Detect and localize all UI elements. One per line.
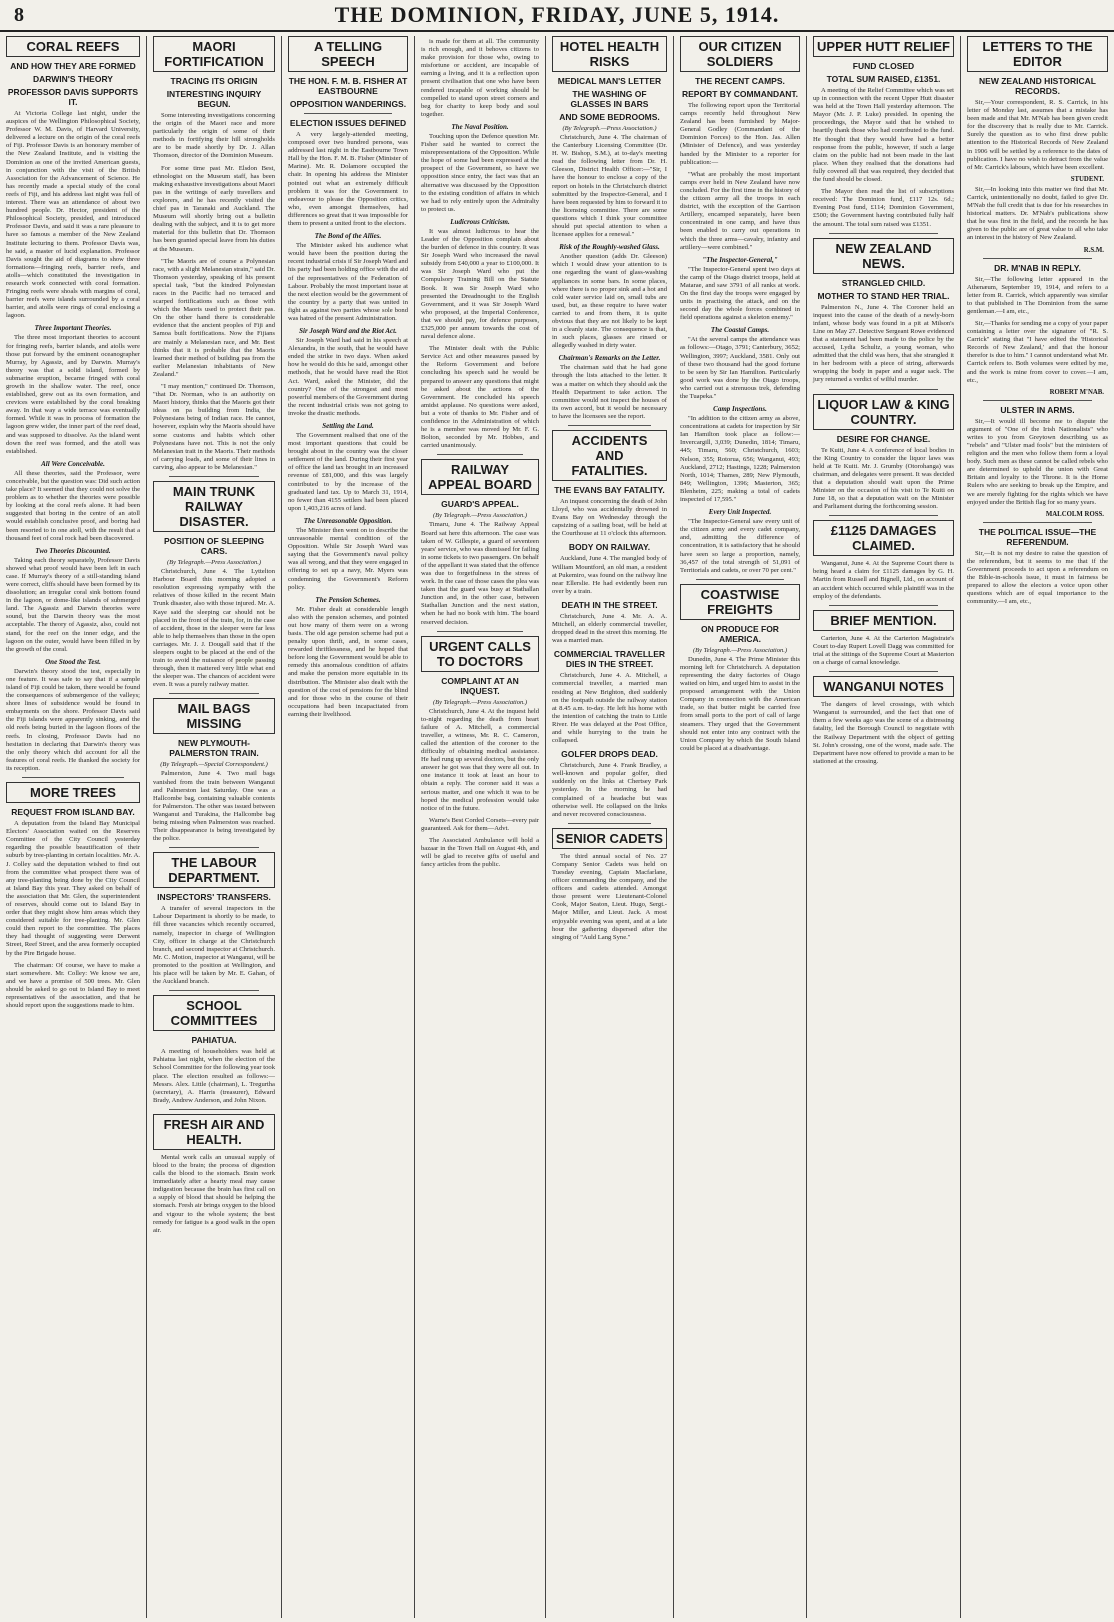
article-paragraph: Mental work calls an unusual supply of blood to the brain; the process of digestion calls the blood to the stomach. Brain work immediately after a hearty meal may cause indigestion because the brain has first call on a supply of blood that should be helping the stomach. Fresh air brings oxygen to the blood and vigour to the whole system; the best remedy for fatigue is a good walk in the open air. — [153, 1153, 275, 1234]
paragraph-heading: The Unreasonable Opposition. — [303, 516, 393, 525]
article-subheading: THE EVANS BAY FATALITY. — [554, 485, 665, 495]
article-subheading: MEDICAL MAN'S LETTER — [557, 76, 662, 86]
article-paragraph: Warne's Best Corded Corsets—every pair guaranteed. Ask for them—Advt. — [421, 816, 539, 832]
article-subheading: INTERESTING INQUIRY BEGUN. — [166, 89, 262, 109]
article-paragraph: Dunedin, June 4. The Prime Minister this morning left for Christchurch. A deputation representing the dairy factories of Otago waited on him, and urged him to assist in the proposed arrangement with the Union Company in connection with the American trade, so that butter might be carried free from small ports to the port of call of large steamers. They urged that the Government should not enter into any contract with the Union Company by which the South Island could be placed at a disadvantage. — [680, 655, 800, 752]
article-paragraph: "The Inspector-General spent two days at the camp of the Otago district troops, held at Matarae, and saw 3791 of all ranks at work. On the first day the troops were engaged by units in practising the attack, and on the second day the whole forces combined in field operations against a skeleton enemy." — [680, 265, 800, 322]
article-paragraph: Another question (adds Dr. Gleeson) which I would draw your attention to is one regarding the want of glass-washing appliances in some bars. In some places, where there is no proper sink and a hot and cold water service laid on, small tubs are used, but, as these require to have water carried to and from them, it is quite obvious that they are not likely to be kept in a cleanly state. The consequence is that, in such places, glasses are rinsed or allegedly washed in dirty water. — [552, 253, 667, 350]
article-paragraph: Te Kuiti, June 4. A conference of local bodies in the King Country to consider the liquor laws was held at Te Kuiti. Mr. J. Grumby (Otorohanga) was chairman, and delegates were present. It was decided that a deputation should wait upon the Prime Minister on the occasion of his visit to Te Kuiti on June 18, so that a deputation wait on the Minister and Parliament during the forthcoming session. — [813, 446, 954, 511]
article-paragraph: The Minister dealt with the Public Service Act and other measures passed by the Reform Government and before concluding his speech said he would be prepared to answer any questions that might be asked about the actions of the Government. He concluded his speech amidst applause. No questions were asked, but a vote of thanks to Mr. Fisher and of confidence in the Administration of which he is a member was moved by Mr. F. G. Bolton, seconded by Mr. Hobbes, and carried unanimously. — [421, 345, 539, 450]
article-paragraph: Sir,—Thanks for sending me a copy of your paper containing a letter over the signature of "R. S. Carrick" stating that "I have edited the 'Historical Records of New Zealand,' and that the honour therefor is due to him." I cannot understand what Mr. Carrick refers to. Both volumes were edited by me, and the work is mine from cover to cover.—I am, etc., — [967, 319, 1108, 384]
article-headline: MAIN TRUNK RAILWAY DISASTER. — [153, 481, 275, 532]
press-byline: (By Telegraph.—Press Association.) — [692, 646, 787, 654]
article-headline: A TELLING SPEECH — [288, 36, 408, 72]
article-headline: THE LABOUR DEPARTMENT. — [153, 852, 275, 888]
paragraph-heading: Ludicrous Criticism. — [450, 217, 510, 226]
article-paragraph: The Minister asked his audience what would have been the position during the recent industrial crisis if Sir Joseph Ward and his party had been holding office with the aid of the representatives of the Federation of Labour. Probably the most important issue at the next election would be the government of the country by a party that was united in fight as against two parties whose sole bond was hatred of the present Administration. — [288, 242, 408, 322]
article-headline: LETTERS TO THE EDITOR — [967, 36, 1108, 72]
press-byline: (By Telegraph.—Press Association.) — [166, 559, 261, 567]
paragraph-heading: The Pension Schemes. — [315, 595, 381, 604]
article-subheading: THE POLITICAL ISSUE—THE REFERENDUM. — [978, 526, 1097, 547]
column-3 — [281, 36, 414, 1618]
article-subheading: INSPECTORS' TRANSFERS. — [157, 892, 271, 903]
paragraph-heading: "The Inspector-General," — [702, 255, 778, 264]
section-divider — [983, 258, 1092, 259]
article-subheading: AND HOW THEY ARE FORMED — [10, 61, 136, 71]
article-headline: WANGANUI NOTES — [813, 676, 954, 697]
paragraph-heading: Chairman's Remarks on the Letter. — [558, 354, 661, 363]
letter-signature: ROBERT M'NAB. — [1049, 388, 1104, 396]
article-subheading: PAHIATUA. — [191, 1035, 237, 1046]
article-headline: BRIEF MENTION. — [813, 610, 954, 631]
article-subheading: THE RECENT CAMPS. — [695, 76, 785, 86]
letter-signature: R.S.M. — [1083, 246, 1104, 254]
newspaper-title: THE DOMINION, FRIDAY, JUNE 5, 1914. — [334, 2, 780, 27]
article-paragraph: "At the several camps the attendance was as follows:—Otago, 3791; Canterbury, 3652; Wellington, 3997; Auckland, 3581. Only out of these two thousand had the good fortune to be seen by Sir Ian Hamilton. Particularly good work was done by the Otago troops, who carried out a strenuous trek, defending the Tuapeka." — [680, 336, 800, 400]
article-subheading: THE WASHING OF GLASSES IN BARS — [570, 89, 649, 109]
article-headline: MORE TREES — [6, 782, 140, 803]
press-byline: (By Telegraph.—Press Association.) — [432, 698, 527, 706]
press-byline: (By Telegraph.—Press Association.) — [432, 512, 527, 520]
masthead — [0, 0, 1114, 32]
article-paragraph: Wanganui, June 4. At the Supreme Court there is being heard a claim for £1125 damages by G. H. Martin from Russell and Bignell, Ltd., on account of an accident which occurred while plaintiff was in the employ of the defendants. — [813, 560, 954, 600]
article-headline: URGENT CALLS TO DOCTORS — [421, 636, 539, 672]
column-8 — [960, 36, 1114, 1618]
article-headline: RAILWAY APPEAL BOARD — [421, 459, 539, 495]
article-subheading: TRACING ITS ORIGIN — [170, 76, 258, 86]
article-paragraph: Christchurch, June 4. At the inquest held to-night regarding the death from heart failure of A. Mitchell, a commercial traveller, a witness, Mr. R. C. Cameron, called the attention of the coroner to the difficulty of obtaining medical assistance. He had rung up several doctors, but the only answer he got was that they were all out. In one instance it took at least an hour to obtain a reply. The coroner said it was a serious matter, and one which it was to be hoped the medical profession would take notice of in the future. — [421, 707, 539, 812]
article-paragraph: Sir,—Your correspondent, R. S. Carrick, in his letter of Monday last, assumes that a mistake has been made and that Mr. M'Nab has been given credit for the discovery that is really due to Mr. Carrick. Surely the question as to who first drew public attention to the Historical Records of New Zealand in 1906 will be settled by a reference to the dates of publication. I have no wish to detract from the value of Mr. Carrick's labours, which have been excellent. — [967, 99, 1108, 171]
paragraph-heading: Two Theories Discounted. — [35, 546, 111, 555]
article-paragraph: Timaru, June 4. The Railway Appeal Board sat here this afternoon. The case was taken of W. Gillespie, a guard of seventeen years' service, who was dismissed for failing in some tickets to two passengers. On behalf of the appellant it was stated that the offence was due to forgetfulness in the stress of work. In the case of those cases the plea was taken that the guard was busy at Stathallan Junction and, in the other case, between Stathallan Junction and the next station, when he had no book with him. The board reserved decision. — [421, 521, 539, 626]
article-paragraph: An inquest concerning the death of John Lloyd, who was accidentally drowned in Evans Bay on Wednesday through the capsizing of a sailing boat, will be held at the Courthouse at 11 o'clock this afternoon. — [552, 498, 667, 538]
article-subheading: DEATH IN THE STREET. — [561, 599, 658, 610]
article-paragraph: The chairman said that he had gone through the lists attached to the letter. It was a matter on which they should ask the Health Department to take action. The committee would not inspect the houses of its own accord, but it would be necessary to have the licensees see the report. — [552, 364, 667, 420]
article-paragraph: A transfer of several inspectors in the Labour Department is shortly to be made, to fill three vacancies which recently occurred, namely, inspector in charge of Wellington City, officer in charge at the Christchurch branch, and second inspector at Christchurch. Mr. C. Motion, inspector at Wanganui, will be promoted to the position at Wellington, and his place will be taken by Mr. E. Gahan, of the Auckland branch. — [153, 905, 275, 986]
column-4 — [414, 36, 545, 1618]
section-divider — [22, 777, 124, 778]
article-paragraph: Some interesting investigations concerning the origin of the Maori race and more particularly the origin of some of their methods in fortifying their hill strongholds are to be made shortly by Dr. J. Allan Thomson, director of the Dominion Museum. — [153, 112, 275, 160]
section-divider — [829, 671, 938, 672]
paragraph-heading: Three Important Theories. — [34, 324, 112, 333]
article-headline: SENIOR CADETS — [552, 828, 667, 849]
article-paragraph: Carterton, June 4. At the Carterton Magistrate's Court to-day Rupert Lovell Dagg was committed for trial at the sittings of the Supreme Court at Masterton on a charge of carnal knowledge. — [813, 634, 954, 667]
paragraph-heading: The Coastal Camps. — [710, 326, 770, 335]
article-paragraph: "In addition to the citizen army as above, concentrations at cadets for inspection by Sir Ian Hamilton took place as follow:—Invercargill, 3,039; Dunedin, 1814; Timaru, 445; Timaru, 560; Christchurch, 1603; Nelson, 355; Rotorua, 656; Wanganui, 493; Auckland, 2712; Hastings, 1228; Palmerston North, 1014; Thames, 289; New Plymouth, 849; Wellington, 1396; Masterton, 365; Blenheim, 225; making a total of cadets inspected of 17,595." — [680, 415, 800, 504]
section-divider — [983, 522, 1092, 523]
article-paragraph: The third annual social of No. 27 Company Senior Cadets was held on Tuesday evening, Captain Macfarlane, officer commanding the company, and the officers and cadets attended. Amongst those present were Lieutenant-Colonel Cook, Major Seaton, Lieut. Hugo, Sergt.-Major Miller, and Lieut. Jack. A most enjoyable evening was spent, and at a late hour the gathering dispersed after the singing of "Auld Lang Syne." — [552, 852, 667, 941]
article-headline: MAIL BAGS MISSING — [153, 698, 275, 734]
article-paragraph: Sir,—The following letter appeared in the Athenæum, September 19, 1914, and refers to a letter from R. Carrick, which apparently was similar to that published in The Dominion from the same gentleman.—I am, etc., — [967, 275, 1108, 315]
article-paragraph: Christchurch, June 4. Mr. A. A. Mitchell, an elderly commercial traveller, dropped dead in the street this morning. He was a married man. — [552, 612, 667, 645]
article-headline: CORAL REEFS — [6, 36, 140, 57]
article-paragraph: Christchurch, June 4. The chairman of the Canterbury Licensing Committee (Dr. H. W. Bishop, S.M.), at to-day's meeting read the following letter from Dr. H. Gleeson, District Health Officer:—"Sir, I have the honour to enclose a copy of the report on hotels in the Christchurch district submitted by the Inspector-General, and I have been requested by him to forward it to the licensing committee. There are some questions which I think your committee should put special attention to when a licensee applies for a renewal." — [552, 134, 667, 239]
paragraph-heading: The Bond of the Allies. — [314, 232, 382, 241]
article-subheading: PROFESSOR DAVIS SUPPORTS IT. — [7, 87, 139, 107]
article-paragraph: "I may mention," continued Dr. Thomson, "that Dr. Norman, who is an authority on Maori history, thinks that the Maoris got their ideas on pa building from India, the Polynesians being of Indian race. He cannot, however, explain why the Maoris should have some customs and habits which other Polynesians have not. This is not the only Melanesian trait in the Maoris. Their methods of carrying loads, and some of their lines in carving, also appear to be Melanesian." — [153, 383, 275, 471]
section-divider — [696, 579, 784, 580]
article-subheading: TOTAL SUM RAISED, £1351. — [826, 74, 941, 84]
article-subheading: COMMERCIAL TRAVELLER DIES IN THE STREET. — [553, 649, 666, 670]
section-divider — [568, 823, 651, 824]
page-number: 8 — [14, 4, 24, 26]
section-divider — [437, 454, 523, 455]
article-headline: SCHOOL COMMITTEES — [153, 995, 275, 1031]
paragraph-heading: Settling the Land. — [322, 422, 374, 430]
article-paragraph: All these theories, said the Professor, were conceivable, but the question was: Did such action take place? It seemed that they could not solve the problem as to whether the theories were possible by looking at the coral reefs alone. It had been suggested that boring in the centre of an atoll would establish conclusive proof, and boring had been resorted to in one atoll, with the result that a thousand feet of coral rock had been discovered. — [6, 469, 140, 542]
press-byline: (By Telegraph.—Special Correspondent.) — [160, 761, 268, 769]
paragraph-heading: Risk of the Roughly-washed Glass. — [559, 243, 660, 252]
column-7 — [806, 36, 960, 1618]
article-paragraph: The following report upon the Territorial camps recently held throughout New Zealand has been furnished by Major-General Godley (Commandant of the Dominion Forces) to the Hon. Jas. Allen (Minister of Defence), and was yesterday handed by the Minister to a reporter for publication:— — [680, 102, 800, 166]
article-subheading: AND SOME BEDROOMS. — [559, 112, 660, 122]
article-subheading: BODY ON RAILWAY. — [568, 542, 651, 553]
article-paragraph: "What are probably the most important camps ever held in New Zealand have now concluded. For the first time in the history of the citizen army all the troops in each district, with the exception of the Garrison Artillery, encamped separately, have been concentrated in one camp, and have thus been enabled to carry out operations in which the three arms—cavalry, infantry and artillery—were combined." — [680, 170, 800, 251]
article-subheading: NEW PLYMOUTH-PALMERSTON TRAIN. — [169, 738, 259, 759]
column-5 — [545, 36, 673, 1618]
article-paragraph: The three most important theories to account for fringing reefs, barrier islands, and atolls were those put forward by the eminent oceanographer Murray, by Agassiz, and by Darwin. Murray's theory was that a solid island, formed by submarine eruption, became fringed with coral growth in the shallow water. The reef, once established, grew out as its own formation, and crevices were established by the coral breaking away. In that way a wide terrace was eventually formed. While it was in process of formation the lagoon grew wider, the inner part of the reef dead, and was supposed to dissolve. As the island went down the reef was formed, and the atoll was established. — [6, 334, 140, 455]
article-subheading: GOLFER DROPS DEAD. — [561, 749, 658, 760]
article-paragraph: "The Maoris are of course a Polynesian race, with a slight Melanesian strain," said Dr. Thomson yesterday, speaking of his present special task, "but the kindred Polynesian races in the Pacific had no terraced and scarped fortifications such as those with which the Maoris used to protect their pas. On the other hand there is considerable evidence that the ancient peoples of Fiji and Samoa built fortifications. Now the Fijians are mainly a Melanesian race, and Mr. Best thinks that it is probable that the Maoris learned their method of building pas from the earlier Melanesian inhabitants of New Zealand." — [153, 257, 275, 378]
article-subheading: ON PRODUCE FOR AMERICA. — [701, 623, 779, 644]
article-paragraph: Touching upon the Defence question Mr. Fisher said he wanted to correct the misrepresentations of the Opposition. While the hope of some had been expressed at the prospect of the Government, so have we opposition since entry, the fact was that an alternative was discussed by the Opposition to the existing condition of affairs in which we had to rely entirely upon the Admiralty to protect us. — [421, 132, 539, 213]
column-1 — [0, 36, 146, 1618]
article-paragraph: The Associated Ambulance will hold a bazaar in the Town Hall on August 4th, and will be glad to receive gifts of useful and fancy articles from the public. — [421, 837, 539, 869]
paragraph-heading: Camp Inspections. — [713, 405, 767, 414]
article-paragraph: Christchurch, June 4. A. Mitchell, a commercial traveller, a married man residing at New Brighton, died suddenly on the footpath outside the railway station at 8.45 a.m. to-day. He left his home with the intention of catching the train to Little River. He was delayed at the Post Office, and while hurrying to the train he collapsed. — [552, 672, 667, 745]
article-paragraph: The Mayor then read the list of subscriptions received: The Dominion fund, £117 12s. 6d.; Evening Post fund, £114; Dominion Government, £500; the Government having contributed fully half the amount. The total sum raised was £1351. — [813, 188, 954, 228]
paragraph-heading: One Stood the Test. — [45, 657, 101, 666]
article-paragraph: Palmerston, June 4. Two mail bags vanished from the train between Wanganui and Palmerston last Saturday. One was a Hallcombe bag, containing valuable contents for Palmerston. The other was issued between Wanganui and Turakina, the Hallcombe bag being missing when Palmerston was reached. Their disappearance is being investigated by the police. — [153, 770, 275, 843]
article-paragraph: Sir Joseph Ward had said in his speech at Alexandra, in the south, that he would have ended the strike in two days. When asked how he would do this he said, amongst other methods, that he would have read the Riot Act. Ward, asked the Minister, did the country? One of the strongest and most powerful members of the Government during the recent industrial crisis was not going to invoke the drastic methods. — [288, 337, 408, 417]
article-paragraph: Christchurch, June 4. The Lyttelton Harbour Board this morning adopted a resolution expressing sympathy with the relatives of those killed in the recent Main Trunk disaster, also with those injured. Mr. A. Kaye said the sleeping car should not be placed in the front of the train, for, in the case of accident, those in the sleeper were far less able to help themselves than those in the open carriages. Mr. J. J. Dougall said that if the sleepers ought to be placed at the end of the train to avoid the nuisance of people passing through, then it mattered very little what end the sleeper was. The chances of accident were even. It was a purely railway matter. — [153, 568, 275, 689]
article-paragraph: The Minister then went on to describe the unreasonable mental condition of the Opposition. While Sir Joseph Ward was saying that the Government's naval policy was all wrong, and that they were engaged in offering to set up a navy, Mr. Myers was condemning the Government's Reform policy. — [288, 526, 408, 591]
letter-signature: MALCOLM ROSS. — [1045, 510, 1104, 518]
article-paragraph: The chairman: Of course, we have to make a start somewhere. Mr. Colley: We know we are, and we have a promise of 500 trees. Mr. Glen should be asked to go out to Island Bay to meet representatives of the association, and that he should report upon the suggestions made to him. — [6, 961, 140, 1010]
article-paragraph: A meeting of the Relief Committee which was set up in connection with the recent Upper Hutt disaster was held at the Town Hall yesterday afternoon. The Mayor (Mr. J. P. Luke) presided. In opening the proceedings, the Mayor said that he wished to heartily thank those who had contributed to the fund. He thought that they would have had a better response from the public, however, if such a large claim on the public had not been made in the last place. When they realised that the donations had fully covered all that was required, they decided that the fund should be closed. — [813, 87, 954, 184]
press-byline: (By Telegraph.—Press Association.) — [562, 125, 657, 132]
column-6 — [673, 36, 806, 1618]
article-subheading: DARWIN'S THEORY — [33, 74, 113, 84]
article-subheading: NEW ZEALAND HISTORICAL RECORDS. — [979, 76, 1096, 96]
article-subheading: REPORT BY COMMANDANT. — [681, 89, 798, 99]
article-headline: LIQUOR LAW & KING COUNTRY. — [813, 394, 954, 430]
article-paragraph: For some time past Mr. Elsdon Best, ethnologist on the Museum staff, has been making exhaustive investigations about Maori pas in the writings of early travellers and explorers, and he has recently visited the chief pas in Taranaki and Auckland. The Museum will shortly bring out a bulletin dealing with the subject, and it is to get more material for this bulletin that Dr. Thomson has been granted special leave from his duties at the Museum. — [153, 164, 275, 253]
section-divider — [829, 605, 938, 606]
article-headline: FRESH AIR AND HEALTH. — [153, 1114, 275, 1150]
article-subheading: COMPLAINT AT AN INQUEST. — [441, 675, 519, 696]
article-headline: UPPER HUTT RELIEF — [813, 36, 954, 57]
article-paragraph: Sir,—In looking into this matter we find that Mr. Carrick, unintentionally no doubt, failed to give Dr. M'Nab the full credit that is due for his researches in historical matters. Dr. M'Nab's publications show that he was first in the field, and the records he has given to the public are of great value to all who take an interest in the history of New Zealand. — [967, 185, 1108, 242]
article-paragraph: is made for them at all. The community is rich enough, and it behoves citizens to make provision for those who, owing to misfortune or accident, are incapable of earning a living, and it is a reflection upon present civilisation that one who have been rendered incapable of working should be compelled to stand upon street corners and beg for charity to keep body and soul together. — [421, 38, 539, 118]
article-headline: ACCIDENTS AND FATALITIES. — [552, 430, 667, 481]
section-divider — [568, 425, 651, 426]
paragraph-heading: The Naval Position. — [451, 122, 509, 131]
article-paragraph: It was almost ludicrous to hear the Leader of the Opposition complain about the burden of defence in this country. It was Sir Joseph Ward who increased the naval subsidy from £40,000 a year to £100,000. It was Sir Joseph Ward who put the Compulsory Training Bill on the Statute Book. It was Sir Joseph Ward who presented the Dreadnought to the English Government, and it was Sir Joseph Ward who proposed, at the Imperial Conference, that we should pay, for defence purposes, £325,000 per annum towards the cost of naval defence alone. — [421, 227, 539, 341]
section-divider — [829, 233, 938, 234]
section-divider — [983, 400, 1092, 401]
section-divider — [829, 515, 938, 516]
article-subheading: ELECTION ISSUES DEFINED — [289, 118, 407, 128]
article-subheading: POSITION OF SLEEPING CARS. — [163, 536, 265, 557]
column-2 — [146, 36, 281, 1618]
section-divider — [169, 693, 259, 694]
article-subheading: DESIRE FOR CHANGE. — [836, 433, 931, 444]
article-paragraph: A very largely-attended meeting, composed over two hundred persons, was addressed last night in the Eastbourne Town Hall by the Hon. F. M. B. Fisher (Minister of Marine). Mr. R. Dolamore occupied the chair. In opening his address the Minister pointed out what an extremely difficult problem it was for the Government to endeavour to please the Opposition critics, who, even amongst themselves, had differences so great that it was impossible for them to present a united front to the electors. — [288, 131, 408, 228]
paragraph-heading: All Were Conceivable. — [41, 459, 105, 468]
section-divider — [169, 990, 259, 991]
article-subheading: OPPOSITION WANDERINGS. — [289, 99, 407, 109]
article-subheading: ULSTER IN ARMS. — [1000, 404, 1075, 415]
article-headline: COASTWISE FREIGHTS — [680, 584, 800, 620]
section-divider — [169, 476, 259, 477]
article-paragraph: A deputation from the Island Bay Municipal Electors' Association waited on the Reserves Committee of the City Council yesterday regarding the possible beautification of their suburb by tree-planting in certain localities. Mr. A. J. Colley said the deputation wished to find out from the committee what prospect there was of any tree-planting being done by the City Council at Island Bay this year. They asked on behalf of the association that Mr. Glen, the superintendent of reserves, should come out to Island Bay in order that they might show him areas which they considered suitable for tree-planting. Mr. Glen could then report to the committee. The places they had thought of suggesting were Derwent Street, Reef Street, and the area formerly occupied by the Pire Brigade house. — [6, 820, 140, 957]
article-paragraph: Sir,—It would ill become me to dispute the argument of "One of the Irish Nationalists" who writes to you from Greytown describing us as "rebels" and "Ulster mad fools" but the ministers of religion and the men who follow them form a loyal body. Such men as these cannot be called rebels who are determined to uphold the union with Great Britain and loyalty to the Throne. It is the Home Rulers who are seeking to break up the Empire, and we are merely fighting for the rights which we have enjoyed under the British flag for so many years. — [967, 417, 1108, 506]
article-paragraph: At Victoria College last night, under the auspices of the Wellington Philosophical Society, Professor W. M. Davis, of Harvard University, delivered a lecture on the origin of the coral reefs of Fiji. Professor Davis is an honorary member of the New Zealand Institute, and is visiting the Dominion as one of the invited American guests, in conjunction with the visit of the British Association for the Advancement of Science. He has recently made a special study of the coral reefs of Fiji, and his address last night was full of interest. There was an attendance of about two hundred people. Dr. Hector, president of the Philosophical Society, presided, and introduced Professor Davis, and said it was a rare pleasure to have so famous a member of the New Zealand Institute lecturing to them. Professor Davis was, he said, a master of lucid explanation. Professor Davis sought the aid of diagrams to show three formations—fringing reefs, barrier reefs, and atolls—which constituted the investigation in research work connected with coral formation. Fringing reefs were shoals with margins of coral, barrier reefs were islands surrounded by a coral barrier, and atolls were rings of coral enclosing a lagoon. — [6, 110, 140, 320]
article-paragraph: Sir,—It is not my desire to raise the question of the referendum, but it seems to me that if the Government proceeds to act upon a referendum on the Bible-in-schools issue, it must in fairness be prepared to allow the electors a voice upon other questions which are of equal importance to the community.—I am, etc., — [967, 549, 1108, 606]
article-paragraph: Mr. Fisher dealt at considerable length also with the pension schemes, and pointed out how many of them were on a wrong basis. The old age pension scheme had put a penalty upon thrift, and, in some cases, rewarded thriftlessness, and he hoped that before long the Government would be able to remedy this anomalous condition of affairs and make the pension more equitable in its distribution. The Minister also dealt with the question of the cost of pensions for the blind and for those who in the course of their occupations had been incapacitated from earning their livelihood. — [288, 605, 408, 718]
article-paragraph: Palmerston N., June 4. The Coroner held an inquest into the cause of the death of a newly-born infant, whose body was found in a pit at Milson's Line on May 27. Detective Sergeant Rowe evidenced that a statement had been made to the police by the accused, Lydia Schultz, a young woman, who admitted that the child was hers, that she strangled it in her bedroom with a piece of string, afterwards wrapping the body in paper and a sugar sack. The jury returned a verdict of wilful murder. — [813, 303, 954, 384]
article-subheading: STRANGLED CHILD. — [841, 277, 926, 288]
article-paragraph: "The Inspector-General saw every unit of the citizen army and every cadet company, and, admitting the difference of concentration, it is satisfactory that he should have seen so large a proportion, namely, 36,457 of the total strength of 51,091 of Territorials and cadets, or over 70 per cent." — [680, 518, 800, 574]
article-headline: NEW ZEALAND NEWS. — [813, 238, 954, 274]
article-headline: £1125 DAMAGES CLAIMED. — [813, 520, 954, 556]
paragraph-heading: Every Unit Inspected. — [708, 508, 772, 517]
section-divider — [829, 389, 938, 390]
article-headline: HOTEL HEALTH RISKS — [552, 36, 667, 72]
section-divider — [169, 847, 259, 848]
article-paragraph: Auckland, June 4. The mangled body of William Mountford, an old man, a resident at Pukemiro, was found on the railway line near Ellerslie. He had evidently been run over by a train. — [552, 555, 667, 595]
article-paragraph: Darwin's theory stood the test, especially in one feature. It was safe to say that if a sample island of Fiji could be taken, there would be found the consequences of submergence of the valleys; shore lines of subsidence would be found in embayments on the shore. Professor Davis said the Fiji islands were apparently sinking, and the old reefs being buried in the lagoon floors of the reefs. In closing, Professor Davis had no hesitation in declaring that Darwin's theory was the only theory which did account for all the features of coral reefs. He thanked the society for its reception. — [6, 667, 140, 772]
article-subheading: DR. M'NAB IN REPLY. — [994, 262, 1081, 273]
article-headline: MAORI FORTIFICATION — [153, 36, 275, 72]
article-subheading: REQUEST FROM ISLAND BAY. — [11, 807, 135, 818]
article-paragraph: A meeting of householders was held at Pahiatua last night, when the election of the School Committee for the following year took place. The election resulted as follows:—Messrs. Alex. Little (chairman), L. Tregurtha (secretary), A. Harris (treasurer), Edward Brady, Andrew Anderson, and John Nixon. — [153, 1048, 275, 1104]
article-headline: OUR CITIZEN SOLDIERS — [680, 36, 800, 72]
article-paragraph: Christchurch, June 4. Frank Bradley, a well-known and popular golfer, died suddenly on the links at Chertsey Park yesterday. In the morning he had complained of a headache but was otherwise well. He collapsed on the links and never recovered consciousness. — [552, 762, 667, 818]
article-paragraph: The dangers of level crossings, with which Wanganui is surrounded, and the fact that one of them a few weeks ago was the scene of a distressing fatality, led the Borough Council to negotiate with the Railway Department with the object of getting St. John's crossing, one of the worst, made safe. The Department have now offered to provide a man to be stationed at the crossing. — [813, 701, 954, 765]
article-subheading: FUND CLOSED — [852, 61, 915, 71]
article-paragraph: The Government realised that one of the most important questions that could be brought about in the country was the closer settlement of the land. During their first year of office the land tax brought in an increased revenue of £81,000, and this was largely contributed to by the increase of the graduated land tax. Up to March 31, 1914, no fewer than 4155 settlers had been placed upon 1,403,216 acres of land. — [288, 432, 408, 512]
article-subheading: MOTHER TO STAND HER TRIAL. — [817, 290, 950, 301]
article-paragraph: Taking each theory separately, Professor Davis showed what proof would have been left in each case. If Murray's theory of a still-standing island were correct, cliffs should have been formed by its dissolution; an irregular coral sink bottom found in the lagoon, or dome-like islands of submerged land. The Agassiz and Darwin theories were sound, but the Darwin theory was the most acceptable. The theory of Agassiz, also, could not stand, for the reef on the inner edge, and the lagoon on the outer, would have been filled in by the growth of the coral. — [6, 556, 140, 653]
section-divider — [437, 631, 523, 632]
letter-signature: STUDENT. — [1070, 175, 1104, 183]
paragraph-heading: Sir Joseph Ward and the Riot Act. — [299, 327, 397, 336]
section-divider — [169, 1109, 259, 1110]
article-subheading: GUARD'S APPEAL. — [441, 499, 519, 510]
section-divider — [304, 113, 392, 114]
article-subheading: THE HON. F. M. B. FISHER AT EASTBOURNE — [288, 76, 408, 96]
